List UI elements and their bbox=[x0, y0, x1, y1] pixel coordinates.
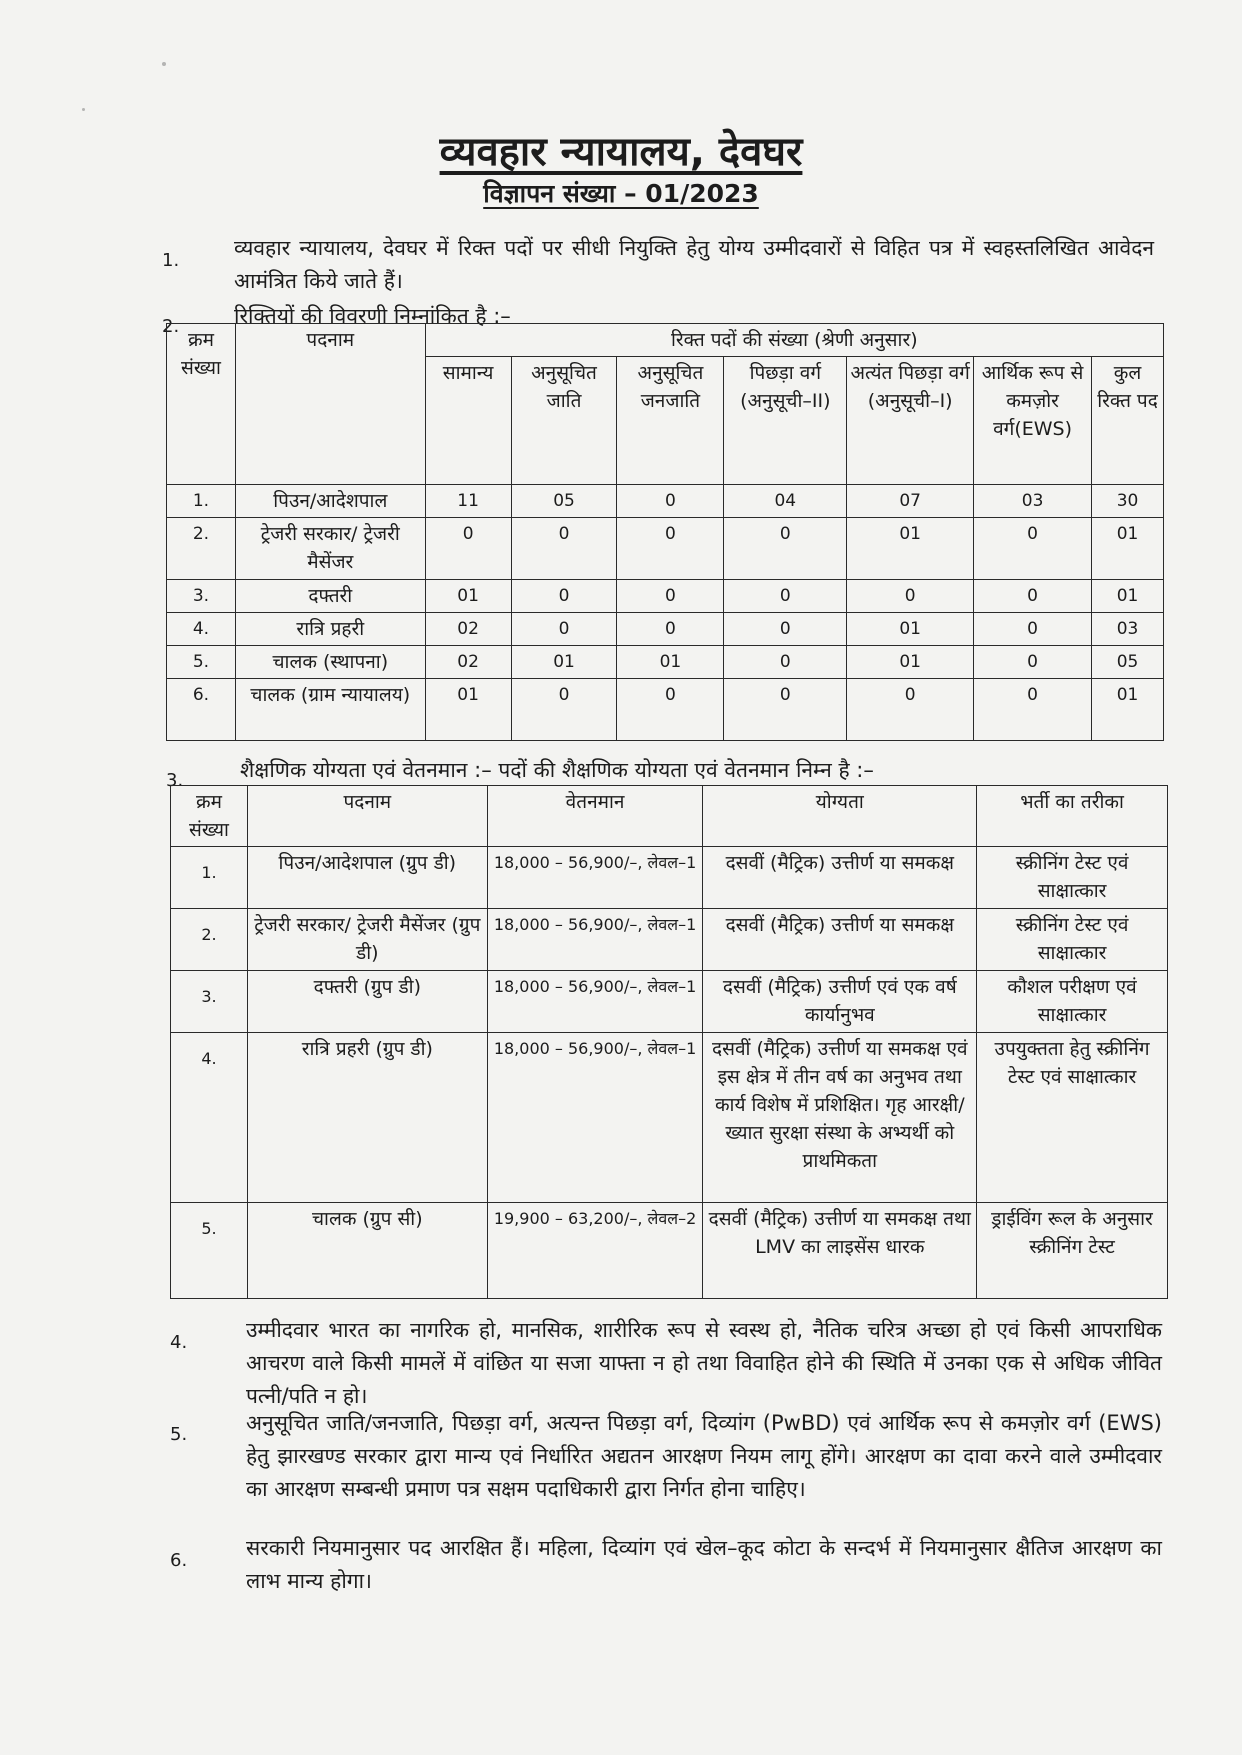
cell-total: 01 bbox=[1092, 580, 1164, 613]
col-total-header: कुल रिक्त पद bbox=[1092, 357, 1164, 485]
table-row bbox=[167, 613, 1164, 646]
cell-ews: 0 bbox=[974, 518, 1092, 580]
cell-sc: 0 bbox=[511, 679, 617, 741]
row-serial: 1. bbox=[167, 485, 236, 518]
row-method: ड्राईविंग रूल के अनुसार स्क्रीनिंग टेस्ट bbox=[977, 1203, 1168, 1299]
row-post: चालक (ग्रुप सी) bbox=[247, 1203, 487, 1299]
row-qualification: दसवीं (मैट्रिक) उत्तीर्ण या समकक्ष एवं इस क्षेत्र में तीन वर्ष का अनुभव तथा कार्य विशेष में प्रशिक्षित। गृह आरक्षी/ ख्यात सुरक्षा संस्था के अभ्यर्थी को प्राथमिकता bbox=[703, 1033, 977, 1203]
row-post: रात्रि प्रहरी bbox=[235, 613, 425, 646]
cell-ews: 0 bbox=[974, 613, 1092, 646]
advertisement-number: विज्ञापन संख्या – 01/2023 bbox=[483, 179, 759, 208]
para-6-text: सरकारी नियमानुसार पद आरक्षित हैं। महिला, दिव्यांग एवं खेल–कूद कोटा के सन्दर्भ में नियमानुसार क्षैतिज आरक्षण का लाभ मान्य होगा। bbox=[246, 1536, 1162, 1593]
para-4-text: उम्मीदवार भारत का नागरिक हो, मानसिक, शारीरिक रूप से स्वस्थ हो, नैतिक चरित्र अच्छा हो एवं किसी आपराधिक आचरण वाले किसी मामलें में वांछित या सजा याफ्ता न हो तथा विवाहित होने की स्थिति में उनका एक से अधिक जीवित पत्नी/पति न हो। bbox=[246, 1318, 1162, 1408]
cell-total: 05 bbox=[1092, 646, 1164, 679]
row-serial: 5. bbox=[171, 1203, 248, 1299]
cell-ebc: 01 bbox=[847, 518, 974, 580]
col-ews-header: आर्थिक रूप से कमज़ोर वर्ग(EWS) bbox=[974, 357, 1092, 485]
row-serial: 2. bbox=[171, 909, 248, 971]
cell-ews: 0 bbox=[974, 646, 1092, 679]
cell-bc: 0 bbox=[724, 646, 847, 679]
col-serial-header: क्रम संख्या bbox=[167, 324, 236, 485]
col-bc-header: पिछड़ा वर्ग (अनुसूची–II) bbox=[724, 357, 847, 485]
cell-sc: 05 bbox=[511, 485, 617, 518]
row-post: ट्रेजरी सरकार/ ट्रेजरी मैसेंजर (ग्रुप डी) bbox=[247, 909, 487, 971]
table-row bbox=[171, 971, 1168, 1033]
para-1-number: 1. bbox=[162, 250, 180, 271]
scan-speck bbox=[162, 62, 166, 66]
row-post: पिउन/आदेशपाल (ग्रुप डी) bbox=[247, 847, 487, 909]
row-serial: 2. bbox=[167, 518, 236, 580]
para-2-text: रिक्तियों की विवरणी निम्नांकित है :– bbox=[234, 304, 511, 328]
scan-speck bbox=[82, 108, 85, 111]
row-serial: 1. bbox=[171, 847, 248, 909]
col-st-header: अनुसूचित जनजाति bbox=[617, 357, 724, 485]
para-5-number: 5. bbox=[170, 1424, 188, 1445]
cell-ebc: 01 bbox=[847, 646, 974, 679]
cell-total: 01 bbox=[1092, 679, 1164, 741]
para-3-number: 3. bbox=[166, 770, 184, 791]
cell-st: 0 bbox=[617, 518, 724, 580]
qualification-table bbox=[170, 785, 1168, 1299]
row-post: ट्रेजरी सरकार/ ट्रेजरी मैसेंजर bbox=[235, 518, 425, 580]
row-serial: 4. bbox=[171, 1033, 248, 1203]
court-title: व्यवहार न्यायालय, देवघर bbox=[439, 129, 803, 175]
row-post: रात्रि प्रहरी (ग्रुप डी) bbox=[247, 1033, 487, 1203]
table-row bbox=[171, 1033, 1168, 1203]
row-post: दफ्तरी (ग्रुप डी) bbox=[247, 971, 487, 1033]
table-row bbox=[167, 518, 1164, 580]
row-serial: 3. bbox=[167, 580, 236, 613]
cell-st: 01 bbox=[617, 646, 724, 679]
table-row bbox=[167, 485, 1164, 518]
col-post-header: पदनाम bbox=[247, 786, 487, 847]
cell-ebc: 01 bbox=[847, 613, 974, 646]
row-serial: 5. bbox=[167, 646, 236, 679]
row-pay: 19,900 – 63,200/–, लेवल–2 bbox=[487, 1203, 703, 1299]
cell-sc: 0 bbox=[511, 613, 617, 646]
cell-general: 01 bbox=[425, 580, 511, 613]
cell-sc: 0 bbox=[511, 518, 617, 580]
cell-bc: 0 bbox=[724, 679, 847, 741]
row-method: उपयुक्तता हेतु स्क्रीनिंग टेस्ट एवं साक्षात्कार bbox=[977, 1033, 1168, 1203]
para-6-number: 6. bbox=[170, 1550, 188, 1571]
table-row bbox=[167, 580, 1164, 613]
cell-bc: 0 bbox=[724, 580, 847, 613]
row-method: स्क्रीनिंग टेस्ट एवं साक्षात्कार bbox=[977, 847, 1168, 909]
row-method: कौशल परीक्षण एवं साक्षात्कार bbox=[977, 971, 1168, 1033]
para-3-text: शैक्षणिक योग्यता एवं वेतनमान :– पदों की शैक्षणिक योग्यता एवं वेतनमान निम्न है :– bbox=[240, 758, 874, 782]
cell-sc: 01 bbox=[511, 646, 617, 679]
para-4-number: 4. bbox=[170, 1332, 188, 1353]
col-qualification-header: योग्यता bbox=[703, 786, 977, 847]
cell-ebc: 0 bbox=[847, 580, 974, 613]
row-serial: 3. bbox=[171, 971, 248, 1033]
cell-general: 11 bbox=[425, 485, 511, 518]
cell-general: 0 bbox=[425, 518, 511, 580]
col-sc-header: अनुसूचित जाति bbox=[511, 357, 617, 485]
cell-st: 0 bbox=[617, 485, 724, 518]
table-row bbox=[167, 679, 1164, 741]
cell-bc: 0 bbox=[724, 518, 847, 580]
table-row bbox=[167, 646, 1164, 679]
col-general-header: सामान्य bbox=[425, 357, 511, 485]
col-serial-header: क्रम संख्या bbox=[171, 786, 248, 847]
table-row bbox=[171, 909, 1168, 971]
cell-ebc: 0 bbox=[847, 679, 974, 741]
cell-bc: 04 bbox=[724, 485, 847, 518]
cell-sc: 0 bbox=[511, 580, 617, 613]
col-post-header: पदनाम bbox=[235, 324, 425, 485]
vacancy-table bbox=[166, 323, 1164, 741]
row-pay: 18,000 – 56,900/–, लेवल–1 bbox=[487, 971, 703, 1033]
vacancy-category-group-header: रिक्त पदों की संख्या (श्रेणी अनुसार) bbox=[425, 324, 1163, 357]
cell-general: 01 bbox=[425, 679, 511, 741]
row-qualification: दसवीं (मैट्रिक) उत्तीर्ण या समकक्ष bbox=[703, 847, 977, 909]
para-5-text: अनुसूचित जाति/जनजाति, पिछड़ा वर्ग, अत्यन्त पिछड़ा वर्ग, दिव्यांग (PwBD) एवं आर्थिक रूप से कमज़ोर वर्ग (EWS) हेतु झारखण्ड सरकार द्वारा मान्य एवं निर्धारित अद्यतन आरक्षण नियम लागू होंगे। आरक्षण का दावा करने वाले उम्मीदवार का आरक्षण सम्बन्धी प्रमाण पत्र सक्षम पदाधिकारी द्वारा निर्गत होना चाहिए। bbox=[246, 1411, 1162, 1501]
row-post: दफ्तरी bbox=[235, 580, 425, 613]
table-row bbox=[171, 847, 1168, 909]
cell-ews: 03 bbox=[974, 485, 1092, 518]
row-serial: 6. bbox=[167, 679, 236, 741]
cell-total: 01 bbox=[1092, 518, 1164, 580]
col-ebc-header: अत्यंत पिछड़ा वर्ग (अनुसूची–I) bbox=[847, 357, 974, 485]
row-serial: 4. bbox=[167, 613, 236, 646]
row-pay: 18,000 – 56,900/–, लेवल–1 bbox=[487, 1033, 703, 1203]
cell-st: 0 bbox=[617, 613, 724, 646]
cell-ebc: 07 bbox=[847, 485, 974, 518]
row-qualification: दसवीं (मैट्रिक) उत्तीर्ण या समकक्ष तथा LMV का लाइसेंस धारक bbox=[703, 1203, 977, 1299]
row-post: चालक (स्थापना) bbox=[235, 646, 425, 679]
col-pay-header: वेतनमान bbox=[487, 786, 703, 847]
cell-st: 0 bbox=[617, 679, 724, 741]
row-post: पिउन/आदेशपाल bbox=[235, 485, 425, 518]
cell-st: 0 bbox=[617, 580, 724, 613]
row-pay: 18,000 – 56,900/–, लेवल–1 bbox=[487, 909, 703, 971]
cell-general: 02 bbox=[425, 646, 511, 679]
para-1-text: व्यवहार न्यायालय, देवघर में रिक्त पदों पर सीधी नियुक्ति हेतु योग्य उम्मीदवारों से विहित पत्र में स्वहस्तलिखित आवेदन आमंत्रित किये जाते हैं। bbox=[234, 236, 1154, 293]
cell-total: 03 bbox=[1092, 613, 1164, 646]
para-2-number: 2. bbox=[162, 316, 180, 337]
row-qualification: दसवीं (मैट्रिक) उत्तीर्ण या समकक्ष bbox=[703, 909, 977, 971]
cell-general: 02 bbox=[425, 613, 511, 646]
row-pay: 18,000 – 56,900/–, लेवल–1 bbox=[487, 847, 703, 909]
col-method-header: भर्ती का तरीका bbox=[977, 786, 1168, 847]
row-qualification: दसवीं (मैट्रिक) उत्तीर्ण एवं एक वर्ष कार्यानुभव bbox=[703, 971, 977, 1033]
cell-total: 30 bbox=[1092, 485, 1164, 518]
cell-bc: 0 bbox=[724, 613, 847, 646]
row-method: स्क्रीनिंग टेस्ट एवं साक्षात्कार bbox=[977, 909, 1168, 971]
row-post: चालक (ग्राम न्यायालय) bbox=[235, 679, 425, 741]
cell-ews: 0 bbox=[974, 679, 1092, 741]
table-row bbox=[171, 1203, 1168, 1299]
cell-ews: 0 bbox=[974, 580, 1092, 613]
